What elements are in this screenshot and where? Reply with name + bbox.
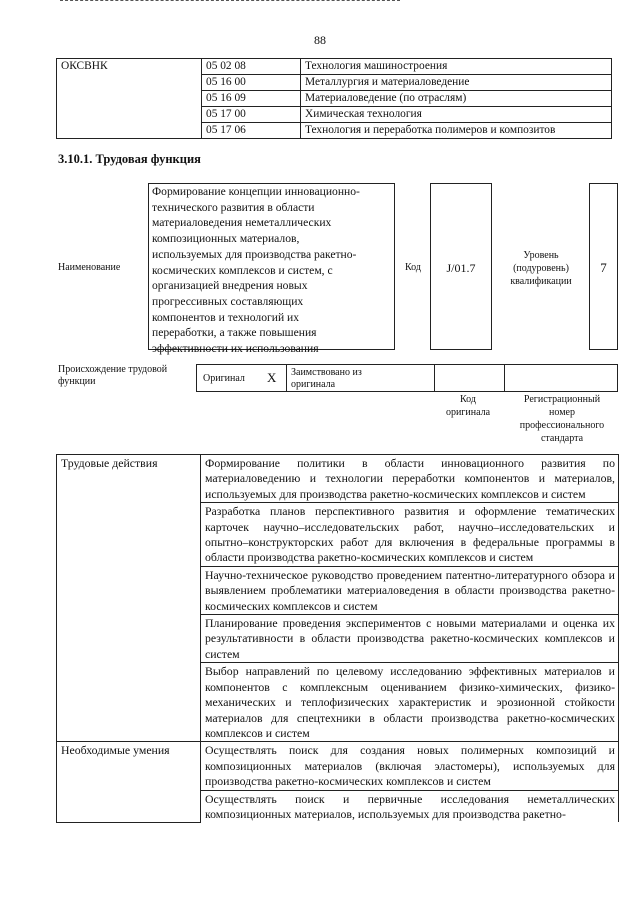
function-name-line: технического развития в области [152,200,315,214]
name-label: Наименование [58,262,121,273]
okso-code: 05 16 09 [202,91,301,107]
caption-line: Код [460,394,476,405]
function-details-table [56,454,619,823]
function-name-line: композиционных материалов, [152,232,300,246]
code-label: Код [405,262,421,273]
function-name-line: компонентов и технологий их [152,310,300,324]
okso-name: Химическая технология [301,107,612,123]
original-mark: X [267,370,277,385]
action-item: Планирование проведения экспериментов с новыми материалами и оценка их результативности в области производства ракетно-космических комплексов и систем [201,615,619,663]
origin-label-line: функции [58,376,96,387]
borrowed-label-line: оригинала [291,378,336,390]
okso-table [56,58,612,139]
okso-label: ОКСВНК [57,59,202,139]
page-number: 88 [314,33,326,47]
caption-line: стандарта [540,433,584,444]
borrowed-label [291,367,421,390]
caption-line: Регистрационный [523,394,601,405]
level-label-line: квалификации [510,276,572,287]
action-item: Выбор направлений по целевому исследованию эффективных материалов и компонентов с комплексным оцениванием физико-химических, физико-механических и теплофизических характеристик и эрозионной стойкости материалов для спецтехники в области производства ракетно-космических комплексов и систем [201,663,619,742]
original-label: Оригинал [203,373,245,384]
origin-label [58,364,188,388]
level-label-line: (подуровень) [513,263,569,274]
level-box [589,183,618,350]
table-row [57,455,619,503]
action-item: Разработка планов перспективного развития и оформление тематических карточек научно–исследовательских работ, научно–исследовательских и опытно–конструкторских работ для включения в федеральные программы в области производства ракетно-космических комплексов и систем [201,503,619,567]
function-name-line: Формирование концепции инновационно- [152,185,360,198]
action-item: Научно-техническое руководство проведением патентно-литературного обзора и выявлением проблематики материаловедения в области производства ракетно-космических комплексов и систем [201,566,619,614]
function-name-line: материаловедения неметаллических [152,216,332,230]
function-name-line: космических комплексов и систем, с [152,263,333,277]
level-label-line: Уровень [523,250,559,261]
actions-label: Трудовые действия [57,455,201,742]
top-rule [60,0,400,3]
level-value: 7 [600,260,607,275]
okso-name: Технология и переработка полимеров и композитов [301,123,612,139]
origin-box [196,364,618,392]
okso-code: 05 17 06 [202,123,301,139]
function-name-box [148,183,395,356]
okso-name: Технология машиностроения [301,59,612,75]
caption-line: оригинала [445,407,491,418]
origin-cell-code [435,365,505,391]
table-row [57,742,619,790]
function-name-line: прогрессивных составляющих [152,294,304,308]
function-name-line: организацией внедрения новых [152,279,308,293]
level-label [498,249,584,288]
function-name-line: эффективности их использования [152,342,319,356]
code-original-caption [433,393,503,419]
okso-name: Материаловедение (по отраслям) [301,91,612,107]
skill-item: Осуществлять поиск для создания новых полимерных композиций и композиционных материалов (включая эластомеры), используемых для производства ракетно-космических комплексов и систем [201,742,619,790]
okso-code: 05 16 00 [202,75,301,91]
table-row [57,59,612,75]
borrowed-label-line: Заимствовано из [291,367,362,378]
skills-label: Необходимые умения [57,742,201,823]
caption-line: профессионального [519,420,605,431]
section-title: 3.10.1. Трудовая функция [58,152,201,166]
function-name-line: переработки, а также повышения [152,326,317,340]
okso-code: 05 17 00 [202,107,301,123]
reg-number-caption [506,393,618,445]
origin-label-line: Происхождение трудовой [58,364,168,375]
code-box [430,183,492,350]
code-value: J/01.7 [446,261,476,275]
skill-item: Осуществлять поиск и первичные исследования неметаллических композиционных материалов, используемых для производства ракетно- [201,790,619,822]
okso-code: 05 02 08 [202,59,301,75]
caption-line: номер [549,407,575,418]
action-item: Формирование политики в области инновационного развития по материаловедению и технологии переработки компонентов и материалов, используемых для производства ракетно-космических комплексов и систем [201,455,619,503]
function-name-line: используемых для производства ракетно- [152,247,357,261]
okso-name: Металлургия и материаловедение [301,75,612,91]
